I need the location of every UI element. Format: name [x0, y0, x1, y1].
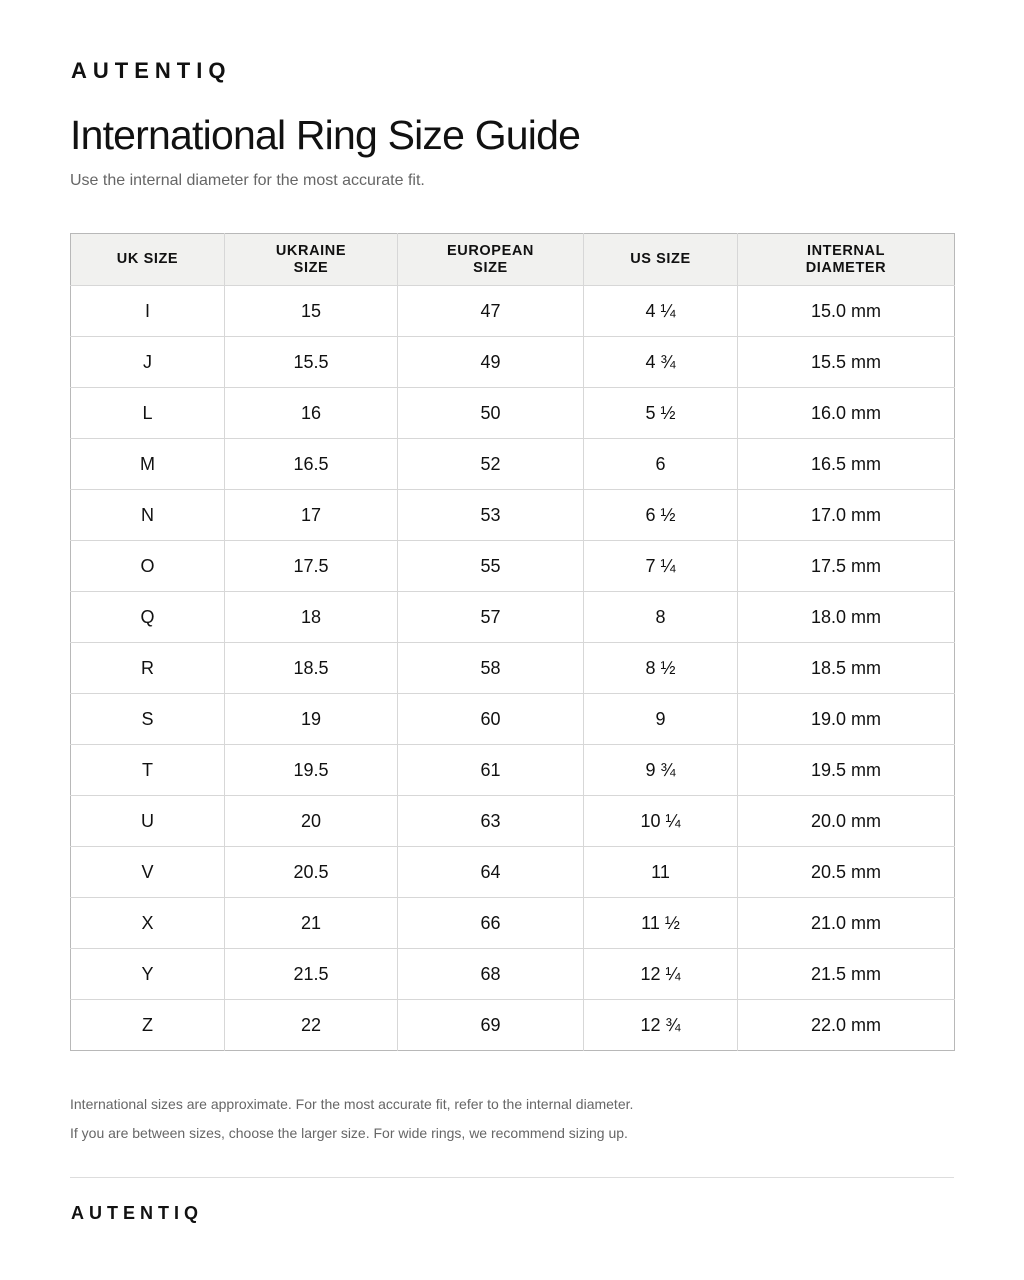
- cell-uk-size: J: [71, 337, 225, 388]
- column-header-line: US SIZE: [630, 251, 691, 267]
- cell-european-size: 55: [398, 541, 584, 592]
- table-row: [71, 592, 955, 643]
- cell-uk-size: U: [71, 796, 225, 847]
- cell-ukraine-size: 18.5: [225, 643, 398, 694]
- cell-internal-diameter: 20.5 mm: [738, 847, 955, 898]
- cell-internal-diameter: 16.0 mm: [738, 388, 955, 439]
- cell-us-size: 4 ¾: [584, 337, 738, 388]
- column-header-us-size: [584, 234, 738, 286]
- column-header-european-size: [398, 234, 584, 286]
- table-row: [71, 439, 955, 490]
- table-row: [71, 1000, 955, 1051]
- cell-internal-diameter: 18.5 mm: [738, 643, 955, 694]
- table-row: [71, 643, 955, 694]
- table-row: [71, 541, 955, 592]
- page-title: International Ring Size Guide: [70, 112, 581, 158]
- page-subtitle: Use the internal diameter for the most accurate fit.: [70, 172, 425, 189]
- table-row: [71, 949, 955, 1000]
- cell-uk-size: S: [71, 694, 225, 745]
- footnotes: [70, 1090, 633, 1148]
- cell-internal-diameter: 21.0 mm: [738, 898, 955, 949]
- cell-european-size: 61: [398, 745, 584, 796]
- cell-internal-diameter: 17.5 mm: [738, 541, 955, 592]
- cell-internal-diameter: 15.5 mm: [738, 337, 955, 388]
- cell-uk-size: Y: [71, 949, 225, 1000]
- table-row: [71, 796, 955, 847]
- cell-ukraine-size: 21.5: [225, 949, 398, 1000]
- table-header: [71, 234, 955, 286]
- cell-internal-diameter: 19.0 mm: [738, 694, 955, 745]
- cell-european-size: 58: [398, 643, 584, 694]
- cell-internal-diameter: 18.0 mm: [738, 592, 955, 643]
- cell-us-size: 8: [584, 592, 738, 643]
- table-row: [71, 286, 955, 337]
- table-body: [71, 286, 955, 1051]
- cell-us-size: 12 ¾: [584, 1000, 738, 1051]
- ring-size-guide-page: [70, 0, 954, 1280]
- cell-ukraine-size: 18: [225, 592, 398, 643]
- size-table-container: [70, 233, 954, 1051]
- cell-us-size: 9: [584, 694, 738, 745]
- cell-us-size: 11: [584, 847, 738, 898]
- cell-us-size: 12 ¼: [584, 949, 738, 1000]
- cell-internal-diameter: 21.5 mm: [738, 949, 955, 1000]
- table-header-row: [71, 234, 955, 286]
- footnote-approximate: International sizes are approximate. For the most accurate fit, refer to the internal diameter.: [70, 1096, 634, 1112]
- cell-us-size: 8 ½: [584, 643, 738, 694]
- cell-european-size: 47: [398, 286, 584, 337]
- cell-ukraine-size: 19.5: [225, 745, 398, 796]
- cell-european-size: 66: [398, 898, 584, 949]
- cell-ukraine-size: 15.5: [225, 337, 398, 388]
- cell-uk-size: Q: [71, 592, 225, 643]
- cell-european-size: 60: [398, 694, 584, 745]
- table-row: [71, 490, 955, 541]
- footnote-between-sizes: If you are between sizes, choose the larger size. For wide rings, we recommend sizing up.: [70, 1125, 628, 1141]
- cell-ukraine-size: 15: [225, 286, 398, 337]
- cell-european-size: 53: [398, 490, 584, 541]
- column-header-line: EUROPEAN: [447, 242, 534, 259]
- column-header-line: SIZE: [293, 259, 329, 276]
- cell-internal-diameter: 19.5 mm: [738, 745, 955, 796]
- cell-internal-diameter: 22.0 mm: [810, 1014, 882, 1035]
- cell-internal-diameter: 15.0 mm: [738, 286, 955, 337]
- table-row: [71, 694, 955, 745]
- table-row: [71, 388, 955, 439]
- cell-uk-size: Z: [71, 1000, 225, 1051]
- cell-uk-size: T: [71, 745, 225, 796]
- table-row: [71, 337, 955, 388]
- column-header-line: DIAMETER: [805, 259, 887, 276]
- table-row: [71, 847, 955, 898]
- cell-european-size: 68: [398, 949, 584, 1000]
- cell-ukraine-size: 17.5: [225, 541, 398, 592]
- cell-uk-size: I: [71, 286, 225, 337]
- cell-ukraine-size: 20: [225, 796, 398, 847]
- footer-divider: [70, 1177, 954, 1178]
- cell-us-size: 9 ¾: [584, 745, 738, 796]
- brand-logo-top: AUTENTIQ: [71, 58, 232, 83]
- brand-logo-bottom: AUTENTIQ: [71, 1203, 203, 1223]
- cell-us-size: 4 ¼: [584, 286, 738, 337]
- column-header-line: SIZE: [473, 259, 508, 276]
- cell-ukraine-size: 17: [225, 490, 398, 541]
- cell-uk-size: O: [71, 541, 225, 592]
- cell-european-size: 64: [398, 847, 584, 898]
- column-header-uk-size: [71, 234, 225, 286]
- cell-ukraine-size: 20.5: [225, 847, 398, 898]
- cell-uk-size: X: [71, 898, 225, 949]
- table-row: [71, 745, 955, 796]
- cell-european-size: 50: [398, 388, 584, 439]
- cell-internal-diameter: 20.0 mm: [738, 796, 955, 847]
- size-table: [70, 233, 955, 1051]
- cell-european-size: 57: [398, 592, 584, 643]
- cell-uk-size: N: [71, 490, 225, 541]
- cell-us-size: 10 ¼: [584, 796, 738, 847]
- column-header-internal-diameter: [738, 234, 955, 286]
- cell-internal-diameter: 16.5 mm: [738, 439, 955, 490]
- cell-us-size: 7 ¼: [584, 541, 738, 592]
- cell-us-size: 6 ½: [584, 490, 738, 541]
- cell-uk-size: R: [71, 643, 225, 694]
- table-row: [71, 898, 955, 949]
- cell-ukraine-size: 21: [225, 898, 398, 949]
- cell-ukraine-size: 16.5: [225, 439, 398, 490]
- cell-ukraine-size: 16: [225, 388, 398, 439]
- column-header-line: UK SIZE: [116, 251, 179, 267]
- cell-ukraine-size: 19: [225, 694, 398, 745]
- column-header-line: INTERNAL: [806, 242, 886, 259]
- cell-uk-size: L: [71, 388, 225, 439]
- cell-european-size: 69: [398, 1000, 584, 1051]
- cell-uk-size: M: [71, 439, 225, 490]
- cell-internal-diameter: 17.0 mm: [738, 490, 955, 541]
- cell-european-size: 63: [398, 796, 584, 847]
- cell-european-size: 52: [398, 439, 584, 490]
- cell-us-size: 6: [584, 439, 738, 490]
- column-header-line: UKRAINE: [275, 242, 347, 259]
- cell-european-size: 49: [398, 337, 584, 388]
- column-header-ukraine-size: [225, 234, 398, 286]
- cell-ukraine-size: 22: [225, 1000, 398, 1051]
- cell-us-size: 5 ½: [584, 388, 738, 439]
- cell-us-size: 11 ½: [584, 898, 738, 949]
- cell-uk-size: V: [71, 847, 225, 898]
